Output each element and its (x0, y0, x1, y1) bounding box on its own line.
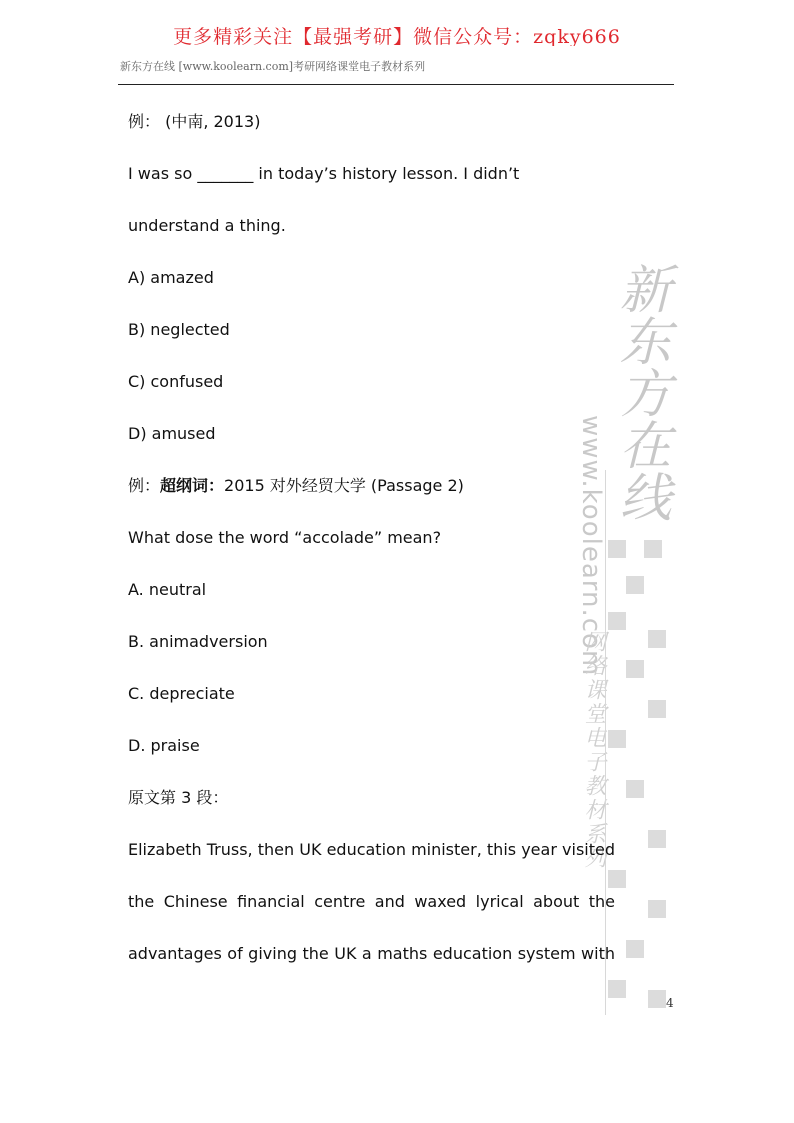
example-heading-2 (128, 476, 464, 496)
header-divider (118, 84, 674, 85)
running-header: 新东方在线 [www.koolearn.com]考研网络课堂电子教材系列 (120, 60, 426, 73)
watermark-series: 网络课堂电子教材系列 (581, 630, 606, 870)
page-number: 4 (666, 996, 674, 1010)
option-b: B) neglected (128, 320, 230, 339)
example-bold-label: 超纲词： (160, 476, 225, 495)
example-prefix: 例： (128, 476, 161, 495)
passage-line-1: Elizabeth Truss, then UK education minister, this year visited (128, 840, 615, 859)
watermark-checker-pattern (608, 540, 668, 1015)
question-sentence: I was so _______ in today’s history lesson. I didn’t (128, 164, 520, 183)
option-2-a: A. neutral (128, 580, 207, 599)
option-d: D) amused (128, 424, 216, 443)
example-heading-1: 例： (中南, 2013) (128, 112, 261, 131)
watermark-brand-text: 新东方在线 (610, 262, 670, 522)
passage-line-2: the Chinese financial centre and waxed lyrical about the (128, 892, 615, 911)
promo-banner: 更多精彩关注【最强考研】微信公众号：zqky666 (173, 26, 621, 46)
question-2: What dose the word “accolade” mean? (128, 528, 442, 547)
source-heading: 原文第 3 段： (128, 788, 229, 807)
option-2-d: D. praise (128, 736, 200, 755)
passage-line-3: advantages of giving the UK a maths education system with (128, 944, 615, 963)
option-2-c: C. depreciate (128, 684, 235, 703)
question-sentence-cont: understand a thing. (128, 216, 286, 235)
example-source: 2015 对外经贸大学 (Passage 2) (224, 476, 464, 495)
watermark-url: www.koolearn.com (576, 415, 606, 677)
option-2-b: B. animadversion (128, 632, 268, 651)
option-a: A) amazed (128, 268, 214, 287)
option-c: C) confused (128, 372, 224, 391)
watermark-divider (605, 470, 606, 1015)
watermark-brand (612, 262, 668, 522)
